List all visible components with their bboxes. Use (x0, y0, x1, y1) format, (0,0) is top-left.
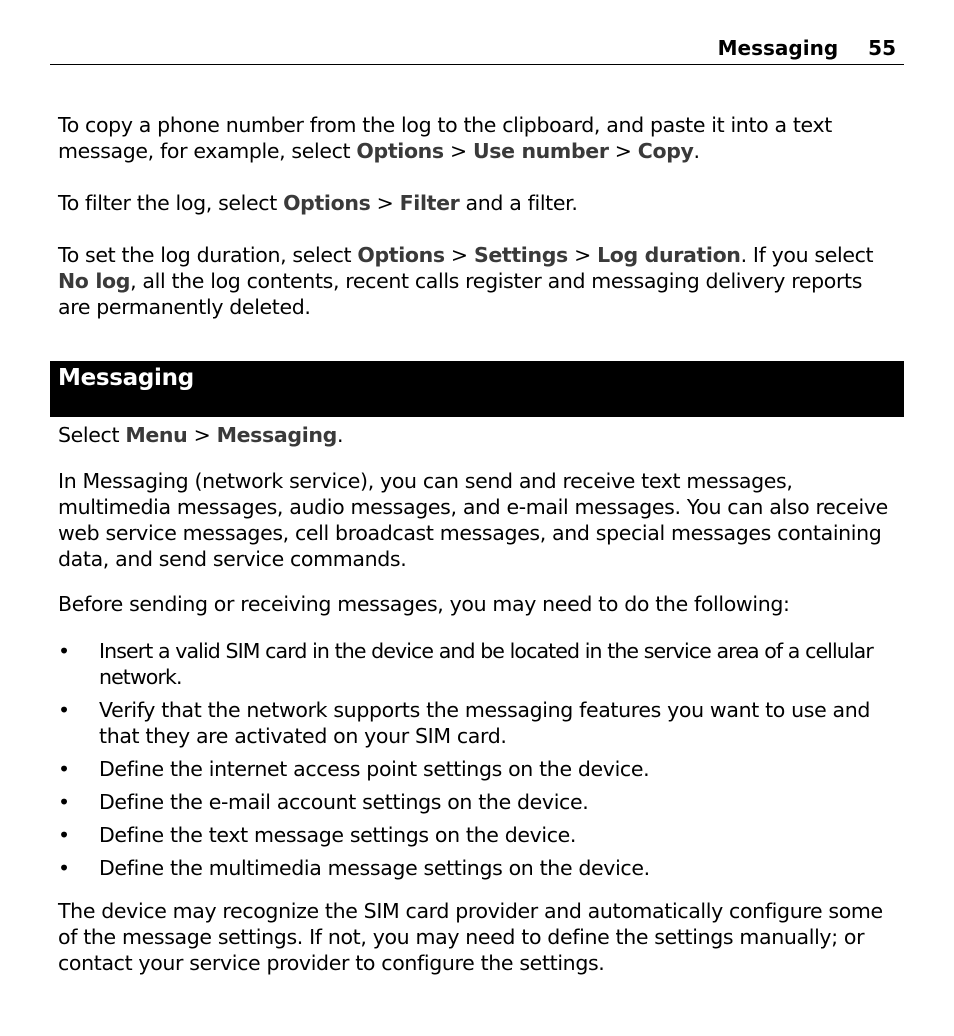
menu-option-messaging: Messaging (216, 423, 337, 447)
menu-option-copy: Copy (637, 139, 694, 163)
log-duration-paragraph: To set the log duration, select Options > Settings > Log duration. If you select No log, all the log contents, recent calls register and messaging delivery reports are permanently deleted. (58, 243, 874, 319)
list-item: • Define the internet access point settings on the device. (58, 756, 898, 782)
before-sending-paragraph: Before sending or receiving messages, you may need to do the following: (58, 592, 790, 616)
menu-option-no-log: No log (58, 269, 131, 293)
messaging-intro-paragraph: In Messaging (network service), you can send and receive text messages, multimedia messages, audio messages, and e-mail messages. You can also receive web service messages, cell broadcast messages, and special messages containing data, and send service commands. (58, 469, 888, 571)
log-filter-paragraph: To filter the log, select Options > Filter and a filter. (58, 191, 578, 215)
menu-option-options: Options (356, 139, 444, 163)
section-heading-bar (50, 361, 904, 417)
menu-option-use-number: Use number (472, 139, 609, 163)
list-item: • Define the multimedia message settings on the device. (58, 855, 898, 881)
list-item: • Define the e-mail account settings on the device. (58, 789, 898, 815)
menu-option-filter: Filter (399, 191, 460, 215)
list-item: • Define the text message settings on the device. (58, 822, 898, 848)
select-menu-paragraph: Select Menu > Messaging. (58, 423, 344, 447)
header-title: Messaging (717, 36, 839, 60)
header-divider (50, 64, 904, 65)
list-item: • Insert a valid SIM card in the device and be located in the service area of a cellular network. (58, 638, 898, 690)
list-item: • Verify that the network supports the messaging features you want to use and that they are activated on your SIM card. (58, 697, 898, 749)
menu-option-log-duration: Log duration (597, 243, 741, 267)
menu-option-options: Options (357, 243, 445, 267)
requirements-list (58, 638, 898, 888)
menu-option-settings: Settings (473, 243, 568, 267)
menu-option-menu: Menu (125, 423, 188, 447)
page-number: 55 (868, 36, 896, 60)
closing-paragraph: The device may recognize the SIM card provider and automatically configure some of the message settings. If not, you may need to define the settings manually; or contact your service provider to configure the settings. (58, 899, 883, 975)
section-heading: Messaging (58, 365, 194, 391)
menu-option-options: Options (283, 191, 371, 215)
page-header (718, 36, 896, 60)
log-copy-paragraph: To copy a phone number from the log to the clipboard, and paste it into a text message, for example, select Options > Use number > Copy. (58, 113, 832, 163)
